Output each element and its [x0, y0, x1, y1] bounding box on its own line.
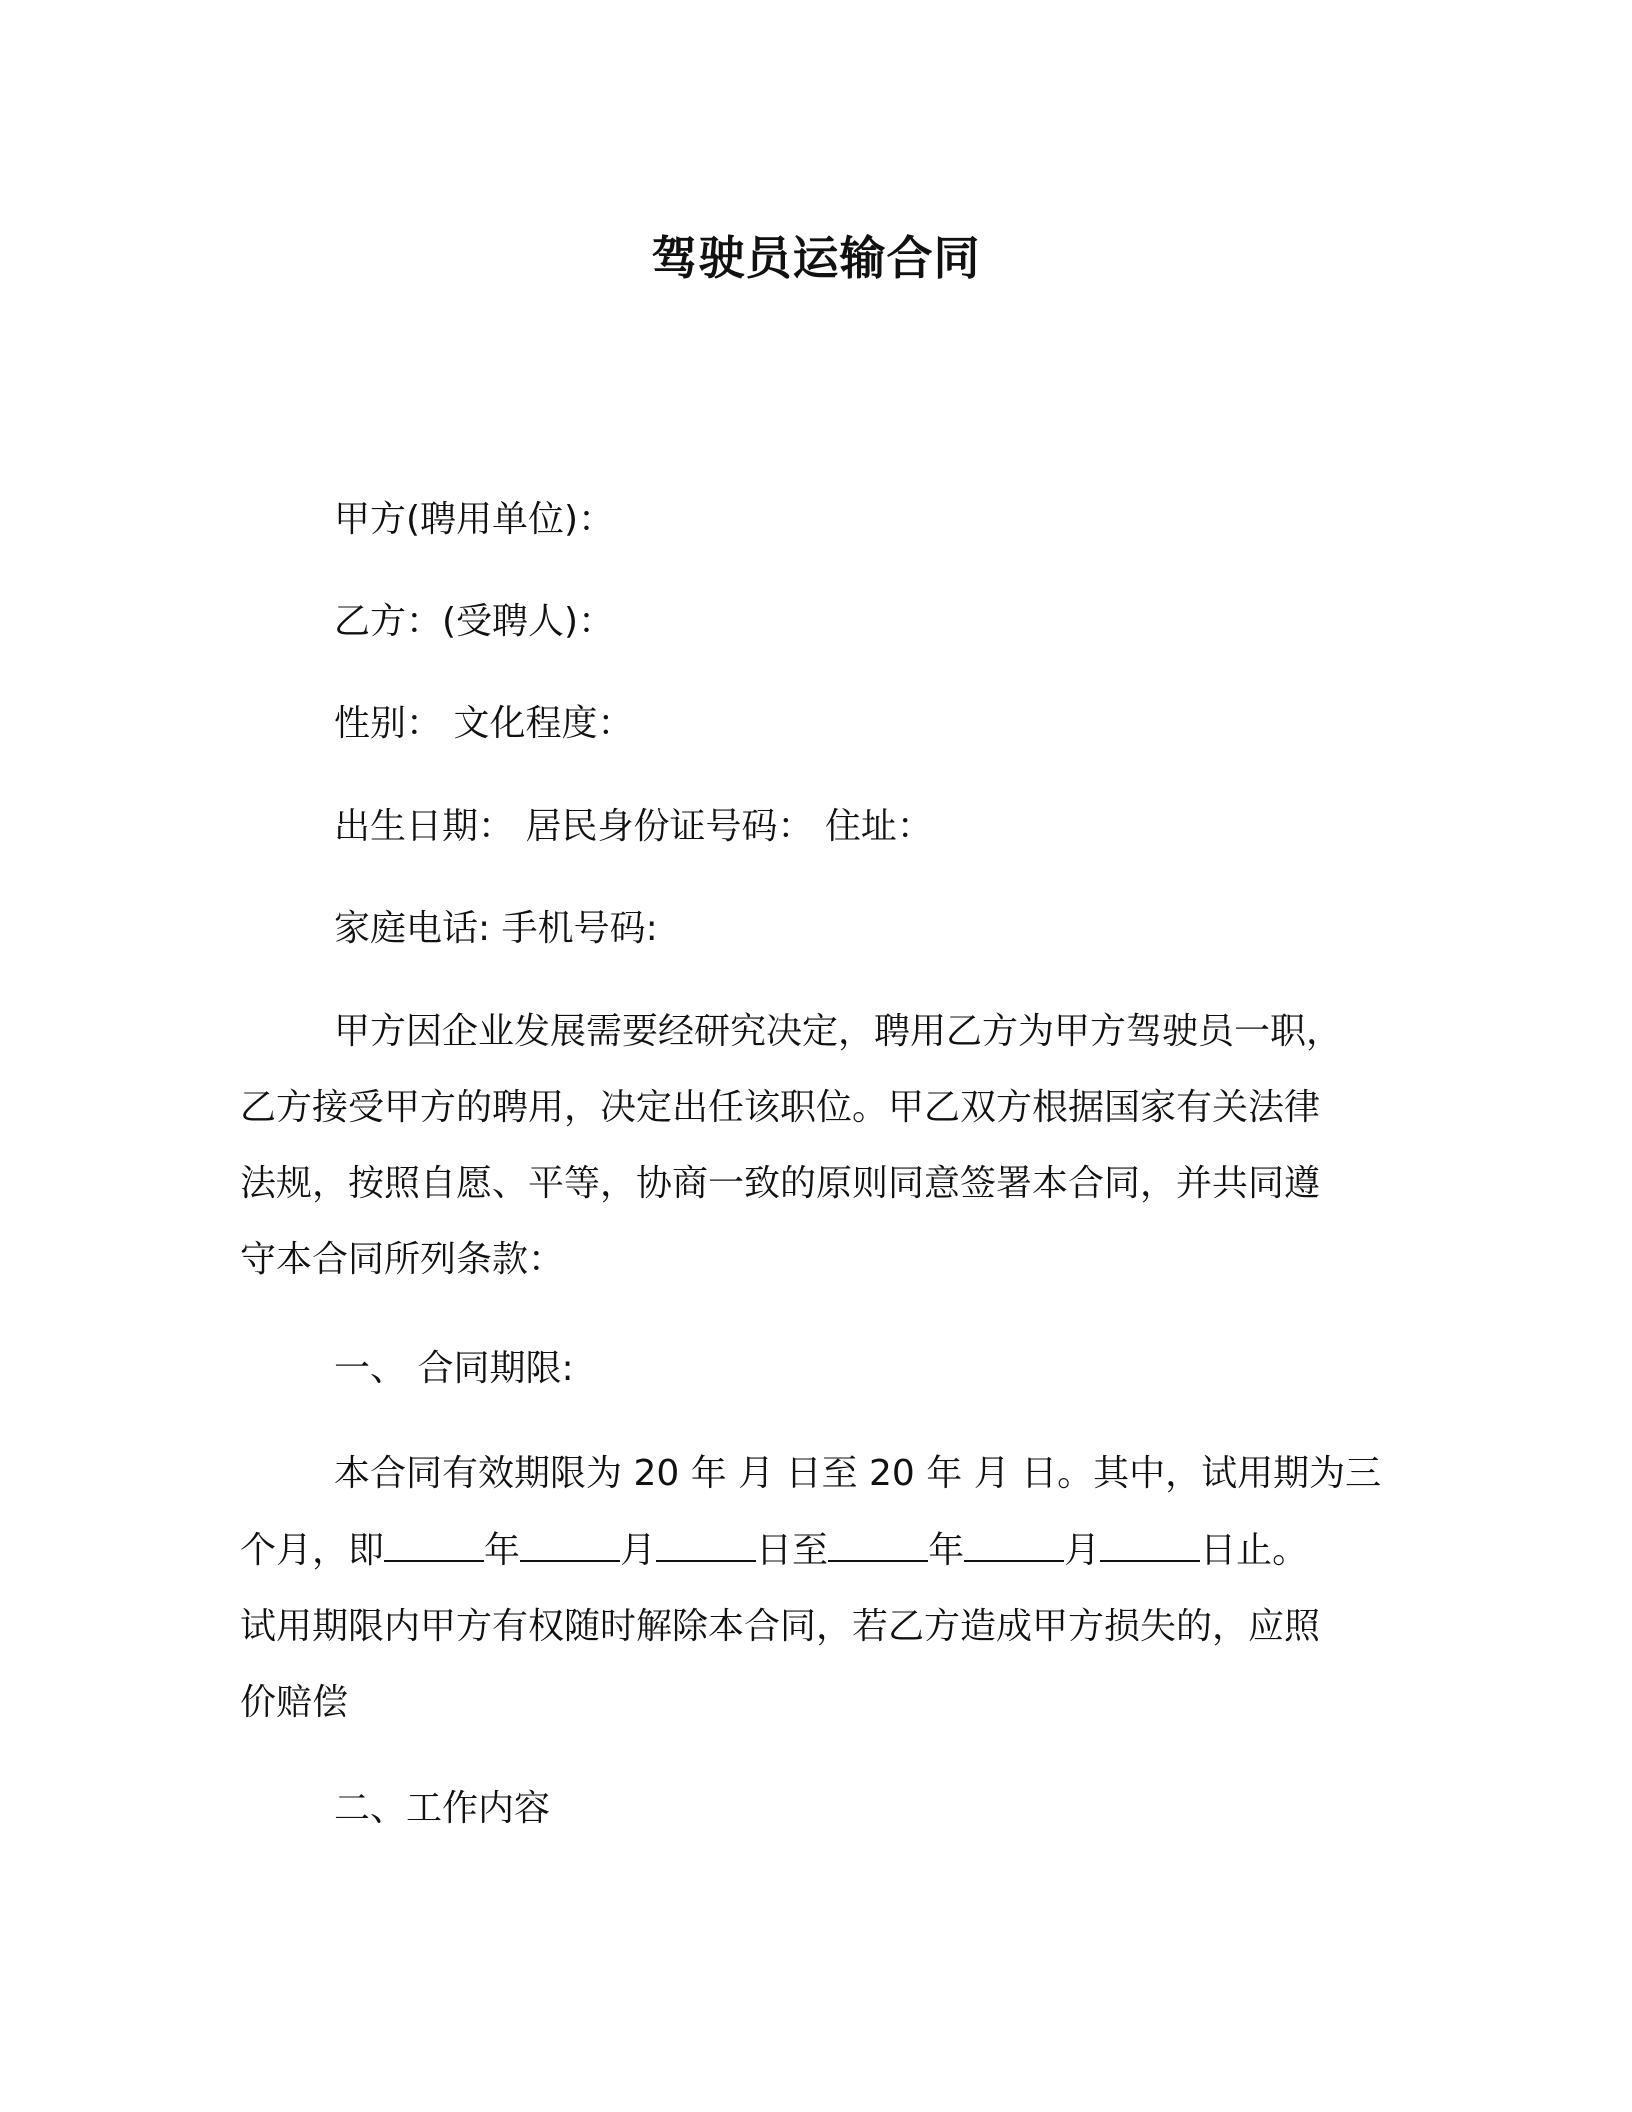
preamble-line-2: 乙方接受甲方的聘用，决定出任该职位。甲乙双方根据国家有关法律: [240, 1087, 1321, 1128]
text-fragment: 个月，即: [240, 1530, 385, 1571]
section-1-line-2: [240, 1527, 1308, 1575]
blank-field: [520, 1530, 620, 1562]
phones-line: 家庭电话: 手机号码:: [334, 908, 658, 949]
text-fragment: 日止。: [1200, 1530, 1309, 1571]
section-1-heading: 一、 合同期限:: [334, 1348, 574, 1389]
birth-id-address-line: 出生日期： 居民身份证号码： 住址：: [334, 806, 933, 847]
section-1-line-4: 价赔偿: [240, 1682, 349, 1723]
blank-field: [964, 1530, 1064, 1562]
party-b-line: 乙方：(受聘人)：: [334, 601, 615, 642]
preamble-line-3: 法规，按照自愿、平等，协商一致的原则同意签署本合同，并共同遵: [240, 1163, 1321, 1204]
text-fragment: 年: [928, 1530, 965, 1571]
section-1-line-3: 试用期限内甲方有权随时解除本合同，若乙方造成甲方损失的，应照: [240, 1606, 1321, 1647]
section-1-line-1: 本合同有效期限为 20 年 月 日至 20 年 月 日。其中，试用期为三: [334, 1453, 1382, 1494]
text-fragment: 日至: [756, 1530, 829, 1571]
preamble-line-4: 守本合同所列条款：: [240, 1239, 565, 1280]
preamble-line-1: 甲方因企业发展需要经研究决定，聘用乙方为甲方驾驶员一职，: [334, 1011, 1343, 1052]
blank-field: [656, 1530, 756, 1562]
party-a-line: 甲方(聘用单位)：: [334, 499, 615, 540]
gender-education-line: 性别： 文化程度：: [334, 703, 634, 744]
section-2-heading: 二、工作内容: [334, 1788, 551, 1829]
text-fragment: 月: [1064, 1530, 1101, 1571]
blank-field: [1100, 1530, 1200, 1562]
text-fragment: 月: [620, 1530, 657, 1571]
text-fragment: 年: [484, 1530, 521, 1571]
blank-field: [384, 1530, 484, 1562]
blank-field: [828, 1530, 928, 1562]
document-title: 驾驶员运输合同: [651, 231, 981, 285]
